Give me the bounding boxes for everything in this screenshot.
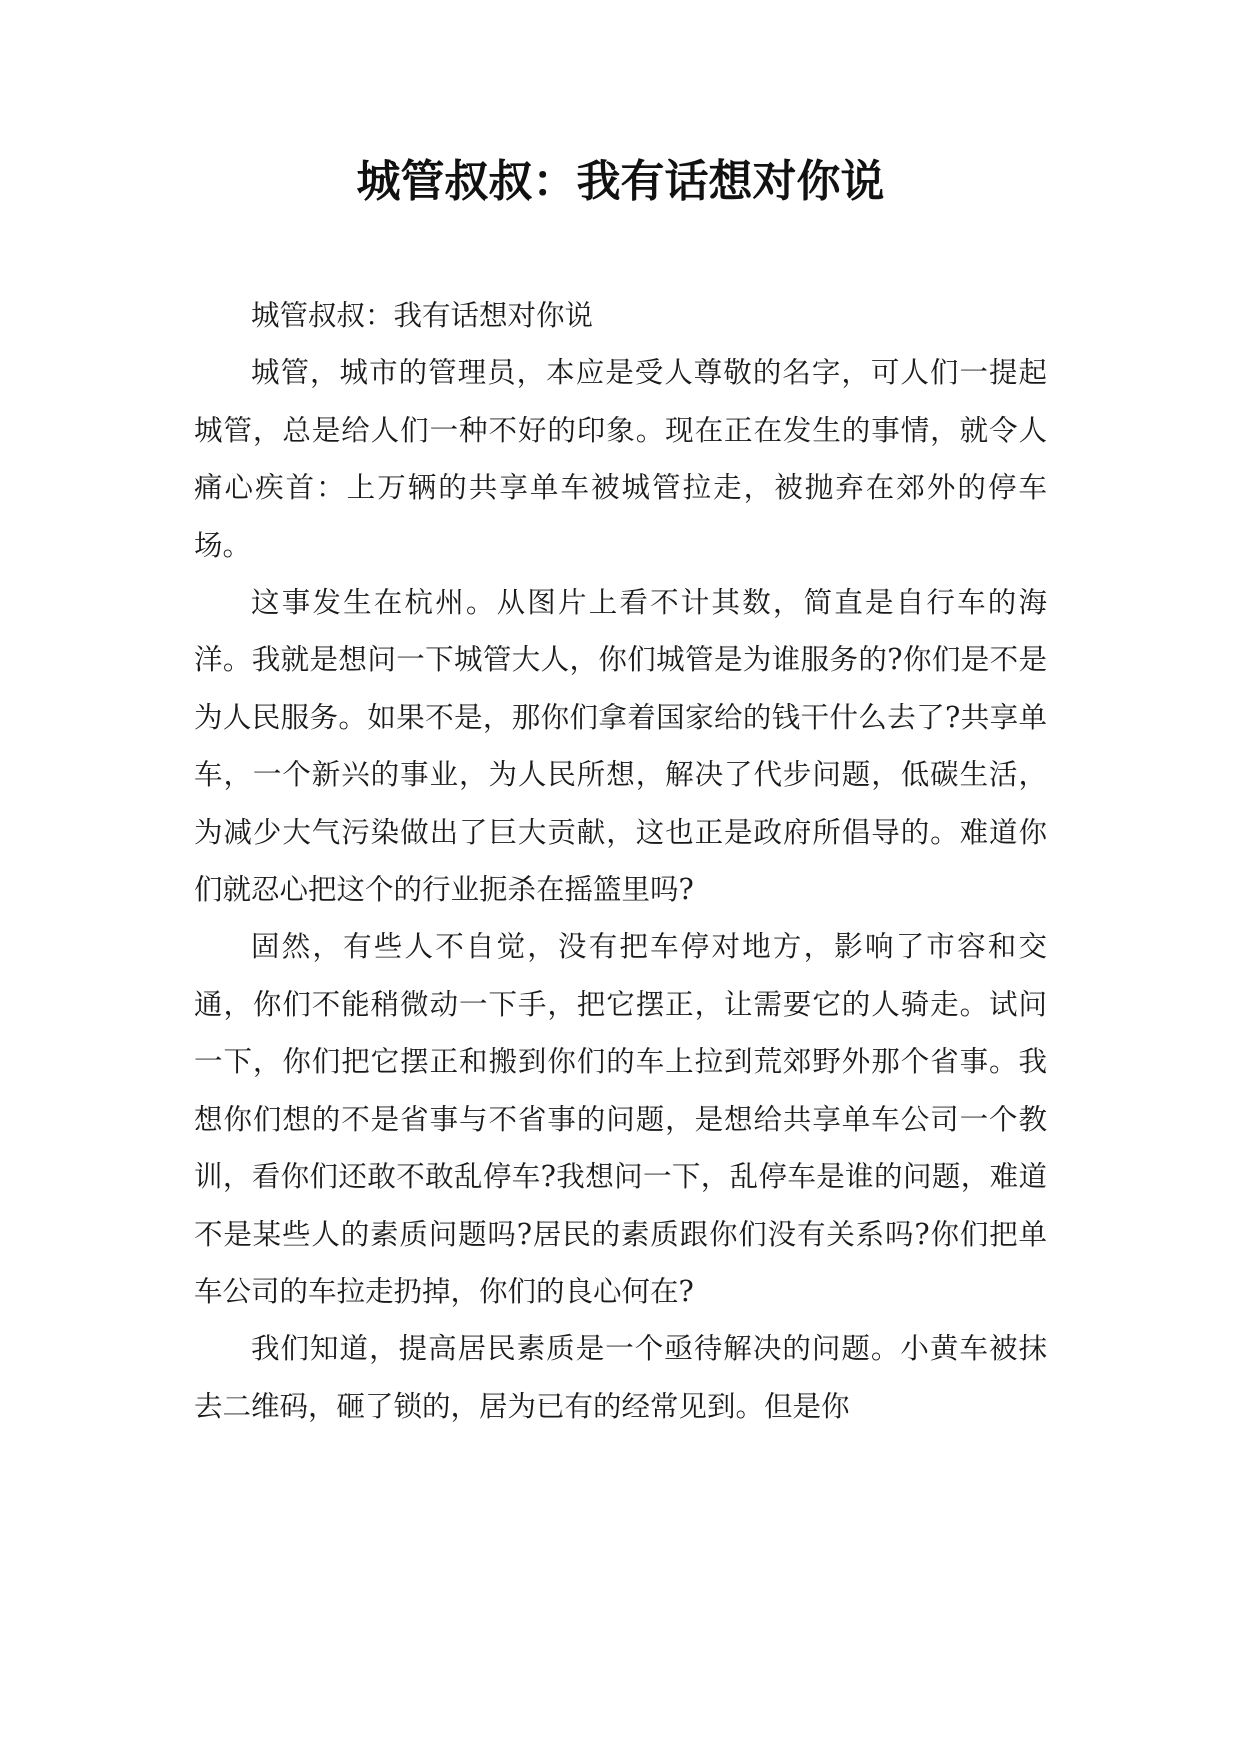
paragraph: 这事发生在杭州。从图片上看不计其数，简直是自行车的海洋。我就是想问一下城管大人，你们城管是为谁服务的?你们是不是为人民服务。如果不是，那你们拿着国家给的钱干什么去了?共享单车，一个新兴的事业，为人民所想，解决了代步问题，低碳生活，为减少大气污染做出了巨大贡献，这也正是政府所倡导的。难道你们就忍心把这个的行业扼杀在摇篮里吗? (194, 586, 1047, 907)
document-body (194, 287, 1047, 1435)
paragraph: 固然，有些人不自觉，没有把车停对地方，影响了市容和交通，你们不能稍微动一下手，把它摆正，让需要它的人骑走。试问一下，你们把它摆正和搬到你们的车上拉到荒郊野外那个省事。我想你们想的不是省事与不省事的问题，是想给共享单车公司一个教训，看你们还敢不敢乱停车?我想问一下，乱停车是谁的问题，难道不是某些人的素质问题吗?居民的素质跟你们没有关系吗?你们把单车公司的车拉走扔掉，你们的良心何在? (194, 930, 1047, 1308)
paragraph-subtitle: 城管叔叔：我有话想对你说 (251, 299, 594, 332)
paragraph: 城管，城市的管理员，本应是受人尊敬的名字，可人们一提起城管，总是给人们一种不好的印象。现在正在发生的事情，就令人痛心疾首：上万辆的共享单车被城管拉走，被抛弃在郊外的停车场。 (194, 356, 1047, 562)
document-title: 城管叔叔：我有话想对你说 (356, 156, 885, 207)
paragraph: 我们知道，提高居民素质是一个亟待解决的问题。小黄车被抹去二维码，砸了锁的，居为已有的经常见到。但是你 (194, 1332, 1047, 1423)
